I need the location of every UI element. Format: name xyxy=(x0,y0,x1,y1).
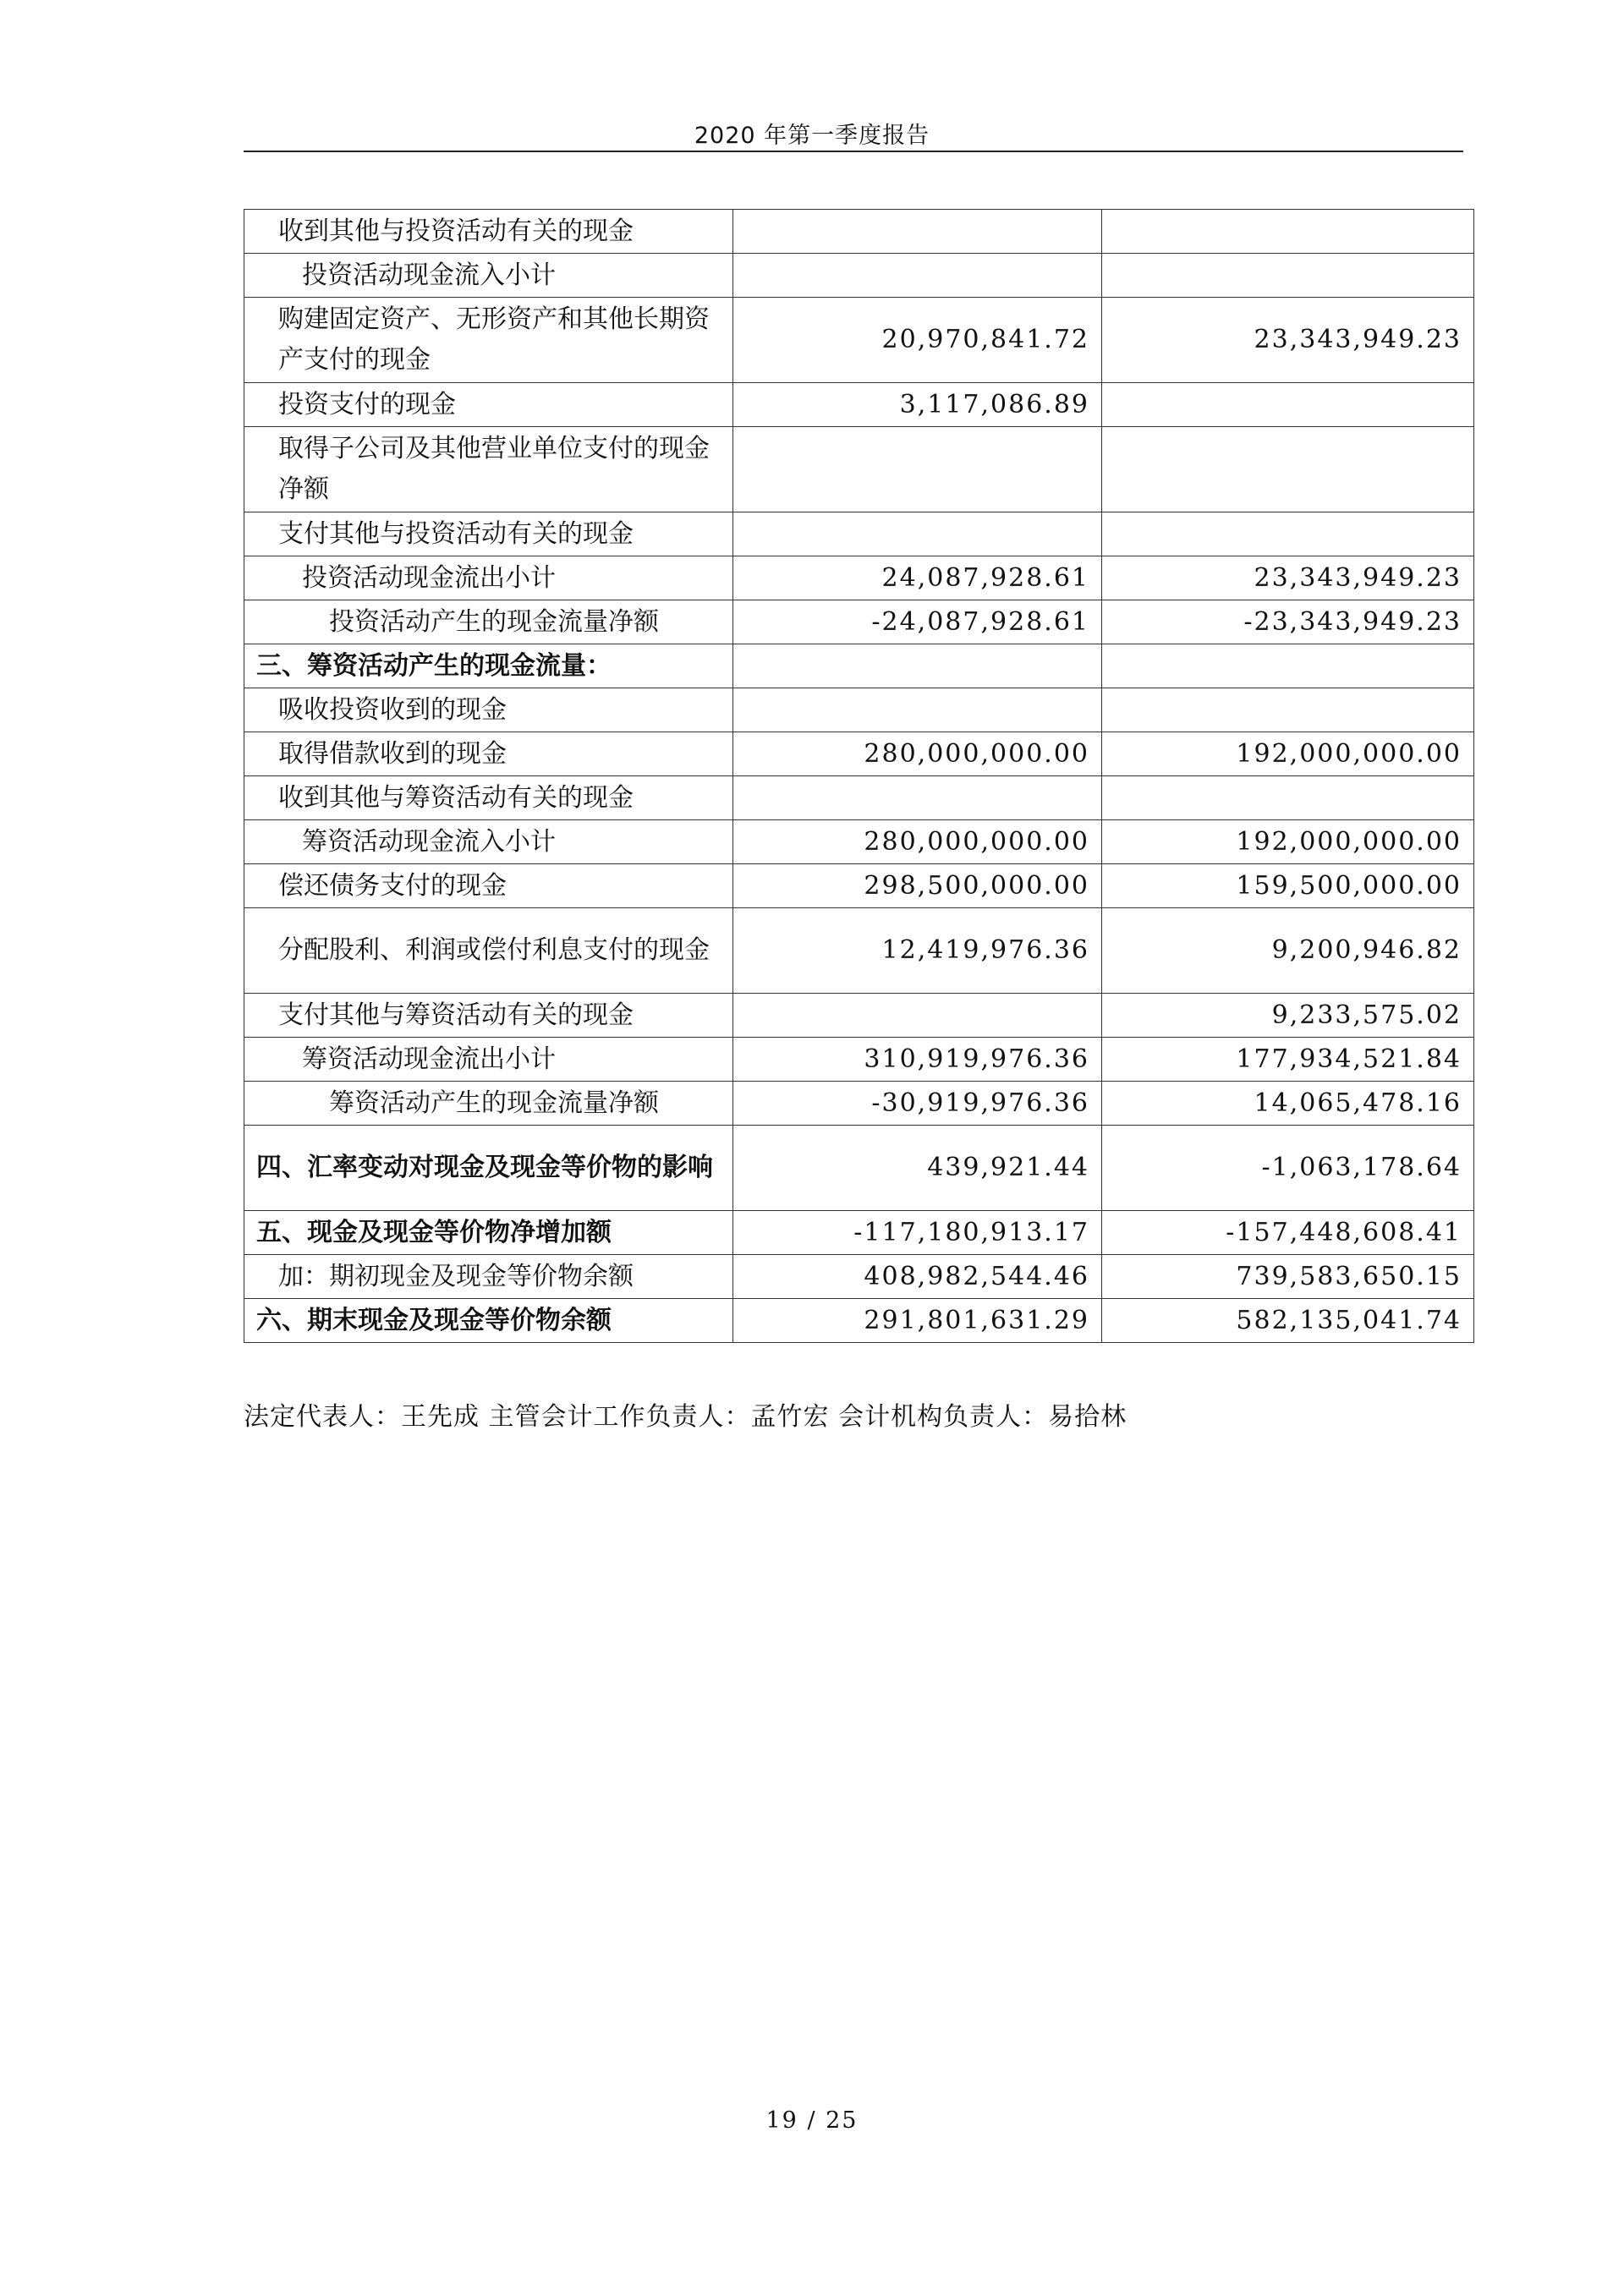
table-row xyxy=(244,1038,1474,1082)
previous-period-value: 9,233,575.02 xyxy=(1102,994,1474,1038)
current-period-value: -30,919,976.36 xyxy=(733,1082,1102,1126)
row-label: 偿还债务支付的现金 xyxy=(244,864,733,908)
previous-period-value: 177,934,521.84 xyxy=(1102,1038,1474,1082)
row-label: 筹资活动产生的现金流量净额 xyxy=(244,1082,733,1126)
current-period-value xyxy=(733,427,1102,512)
cash-flow-table-body xyxy=(244,210,1474,1343)
row-label: 四、汇率变动对现金及现金等价物的影响 xyxy=(244,1126,733,1211)
previous-period-value: 739,583,650.15 xyxy=(1102,1255,1474,1299)
current-period-value: 3,117,086.89 xyxy=(733,383,1102,427)
current-period-value: 280,000,000.00 xyxy=(733,820,1102,864)
row-label: 筹资活动现金流出小计 xyxy=(244,1038,733,1082)
table-row xyxy=(244,383,1474,427)
current-period-value xyxy=(733,254,1102,298)
row-label: 收到其他与筹资活动有关的现金 xyxy=(244,776,733,820)
table-row xyxy=(244,298,1474,383)
current-period-value: 291,801,631.29 xyxy=(733,1299,1102,1343)
current-period-value xyxy=(733,210,1102,254)
table-row xyxy=(244,1255,1474,1299)
page-number: 19 / 25 xyxy=(765,2107,859,2134)
row-label: 投资活动现金流入小计 xyxy=(244,254,733,298)
table-row xyxy=(244,688,1474,732)
current-period-value: 298,500,000.00 xyxy=(733,864,1102,908)
current-period-value xyxy=(733,688,1102,732)
table-row xyxy=(244,820,1474,864)
previous-period-value: 192,000,000.00 xyxy=(1102,732,1474,776)
current-period-value: 439,921.44 xyxy=(733,1126,1102,1211)
row-label: 加：期初现金及现金等价物余额 xyxy=(244,1255,733,1299)
current-period-value xyxy=(733,512,1102,556)
previous-period-value: 9,200,946.82 xyxy=(1102,908,1474,994)
row-label: 投资支付的现金 xyxy=(244,383,733,427)
previous-period-value: 159,500,000.00 xyxy=(1102,864,1474,908)
previous-period-value: -157,448,608.41 xyxy=(1102,1211,1474,1255)
previous-period-value xyxy=(1102,254,1474,298)
previous-period-value xyxy=(1102,688,1474,732)
row-label: 支付其他与投资活动有关的现金 xyxy=(244,512,733,556)
previous-period-value: 14,065,478.16 xyxy=(1102,1082,1474,1126)
row-label: 购建固定资产、无形资产和其他长期资产支付的现金 xyxy=(244,298,733,383)
table-row xyxy=(244,1211,1474,1255)
table-row xyxy=(244,210,1474,254)
previous-period-value: 23,343,949.23 xyxy=(1102,556,1474,600)
current-period-value: 310,919,976.36 xyxy=(733,1038,1102,1082)
table-row xyxy=(244,1299,1474,1343)
previous-period-value xyxy=(1102,383,1474,427)
table-row xyxy=(244,732,1474,776)
header-divider xyxy=(244,151,1463,152)
row-label: 六、期末现金及现金等价物余额 xyxy=(244,1299,733,1343)
table-row xyxy=(244,512,1474,556)
current-period-value xyxy=(733,776,1102,820)
current-period-value: -24,087,928.61 xyxy=(733,600,1102,644)
row-label: 支付其他与筹资活动有关的现金 xyxy=(244,994,733,1038)
table-row xyxy=(244,864,1474,908)
current-period-value: 280,000,000.00 xyxy=(733,732,1102,776)
row-label: 投资活动现金流出小计 xyxy=(244,556,733,600)
previous-period-value xyxy=(1102,427,1474,512)
previous-period-value: -1,063,178.64 xyxy=(1102,1126,1474,1211)
table-row xyxy=(244,908,1474,994)
row-label: 五、现金及现金等价物净增加额 xyxy=(244,1211,733,1255)
current-period-value: 20,970,841.72 xyxy=(733,298,1102,383)
table-row xyxy=(244,644,1474,688)
current-period-value: 408,982,544.46 xyxy=(733,1255,1102,1299)
table-row xyxy=(244,994,1474,1038)
previous-period-value xyxy=(1102,512,1474,556)
row-label: 投资活动产生的现金流量净额 xyxy=(244,600,733,644)
current-period-value: -117,180,913.17 xyxy=(733,1211,1102,1255)
table-row xyxy=(244,776,1474,820)
table-row xyxy=(244,254,1474,298)
current-period-value xyxy=(733,994,1102,1038)
table-row xyxy=(244,427,1474,512)
current-period-value: 24,087,928.61 xyxy=(733,556,1102,600)
row-label: 吸收投资收到的现金 xyxy=(244,688,733,732)
previous-period-value: 23,343,949.23 xyxy=(1102,298,1474,383)
previous-period-value xyxy=(1102,776,1474,820)
row-label: 取得子公司及其他营业单位支付的现金净额 xyxy=(244,427,733,512)
report-header-title: 2020 年第一季度报告 xyxy=(694,123,930,149)
table-row xyxy=(244,1082,1474,1126)
previous-period-value: 192,000,000.00 xyxy=(1102,820,1474,864)
row-label: 取得借款收到的现金 xyxy=(244,732,733,776)
previous-period-value xyxy=(1102,210,1474,254)
signature-line: 法定代表人：王先成 主管会计工作负责人：孟竹宏 会计机构负责人：易拾林 xyxy=(244,1402,1127,1432)
previous-period-value: -23,343,949.23 xyxy=(1102,600,1474,644)
table-row xyxy=(244,1126,1474,1211)
row-label: 筹资活动现金流入小计 xyxy=(244,820,733,864)
cash-flow-table xyxy=(244,209,1474,1343)
current-period-value: 12,419,976.36 xyxy=(733,908,1102,994)
table-row xyxy=(244,600,1474,644)
current-period-value xyxy=(733,644,1102,688)
row-label: 三、筹资活动产生的现金流量： xyxy=(244,644,733,688)
row-label: 分配股利、利润或偿付利息支付的现金 xyxy=(244,908,733,994)
table-row xyxy=(244,556,1474,600)
previous-period-value xyxy=(1102,644,1474,688)
row-label: 收到其他与投资活动有关的现金 xyxy=(244,210,733,254)
previous-period-value: 582,135,041.74 xyxy=(1102,1299,1474,1343)
